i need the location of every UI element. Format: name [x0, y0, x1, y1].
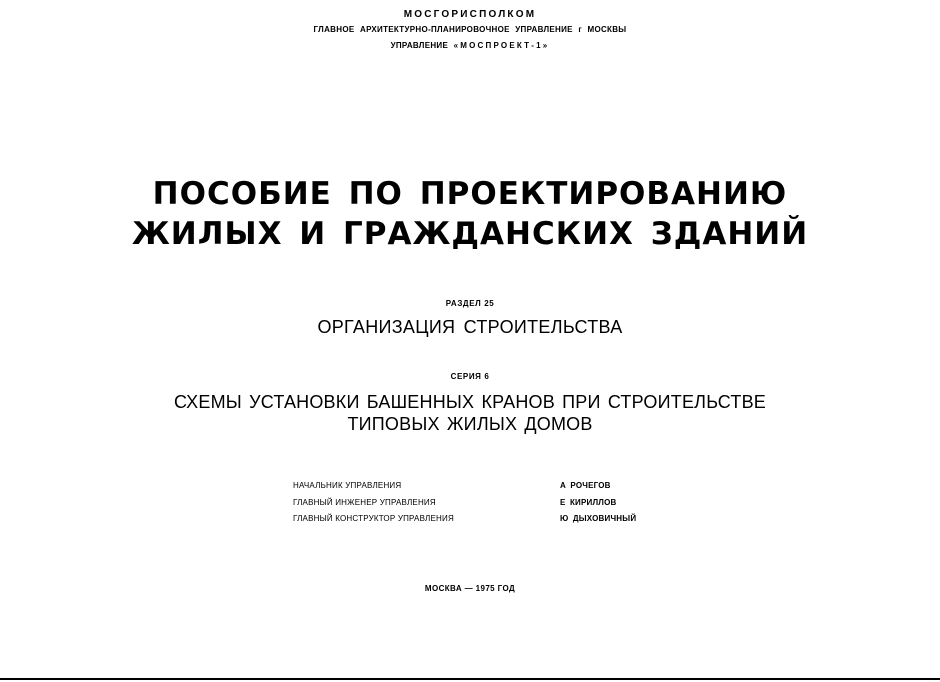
credits-list: [293, 481, 653, 531]
credit-role: ГЛАВНЫЙ КОНСТРУКТОР УПРАВЛЕНИЯ: [293, 514, 454, 523]
credit-row: [293, 481, 653, 498]
section-label: РАЗДЕЛ 25: [445, 299, 495, 308]
org-line-3-prefix: УПРАВЛЕНИЕ: [390, 41, 449, 50]
credit-row: [293, 514, 653, 531]
credit-name: Ю ДЫХОВИЧНЫЙ: [560, 514, 637, 523]
bottom-rule: [0, 678, 940, 680]
series-label: СЕРИЯ 6: [450, 372, 490, 381]
org-line-3-name: «МОСПРОЕКТ-1»: [453, 41, 550, 50]
section-title: ОРГАНИЗАЦИЯ СТРОИТЕЛЬСТВА: [317, 317, 623, 337]
place-and-year: МОСКВА — 1975 ГОД: [424, 584, 516, 593]
document-title: [0, 174, 940, 254]
document-title-line-1: ПОСОБИЕ ПО ПРОЕКТИРОВАНИЮ: [152, 176, 788, 212]
series-title-line-2: ТИПОВЫХ ЖИЛЫХ ДОМОВ: [347, 414, 593, 434]
credit-role: НАЧАЛЬНИК УПРАВЛЕНИЯ: [293, 481, 402, 490]
credit-name: А РОЧЕГОВ: [560, 481, 611, 490]
series-title-line-1: СХЕМЫ УСТАНОВКИ БАШЕННЫХ КРАНОВ ПРИ СТРОИТЕЛЬСТВЕ: [173, 392, 767, 412]
document-title-line-2: ЖИЛЫХ И ГРАЖДАНСКИХ ЗДАНИЙ: [131, 216, 809, 252]
series-title: [0, 391, 940, 435]
org-line-3: [0, 41, 940, 50]
credit-role: ГЛАВНЫЙ ИНЖЕНЕР УПРАВЛЕНИЯ: [293, 497, 436, 507]
credit-name: Е КИРИЛЛОВ: [560, 497, 617, 507]
org-line-1: МОСГОРИСПОЛКОМ: [403, 9, 537, 20]
credit-row: [293, 498, 653, 515]
org-line-2: ГЛАВНОЕ АРХИТЕКТУРНО-ПЛАНИРОВОЧНОЕ УПРАВЛЕНИЕ г МОСКВЫ: [313, 25, 627, 34]
